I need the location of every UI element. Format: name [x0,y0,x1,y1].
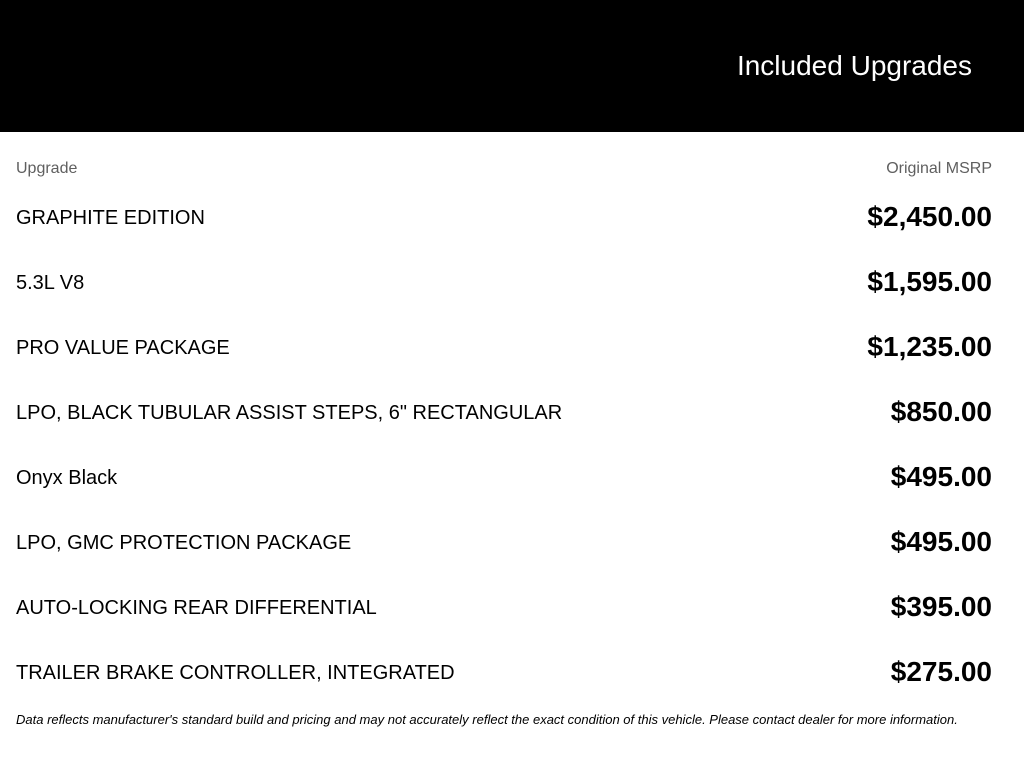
upgrade-name: LPO, BLACK TUBULAR ASSIST STEPS, 6" RECTANGULAR [16,402,563,424]
upgrade-price: $395.00 [890,591,992,622]
upgrade-price: $1,595.00 [867,266,992,297]
upgrade-price: $2,450.00 [867,201,992,232]
header-banner [0,0,1024,132]
upgrade-row [16,192,992,257]
upgrade-name: TRAILER BRAKE CONTROLLER, INTEGRATED [16,662,455,684]
upgrades-list [16,192,992,712]
upgrade-row [16,517,992,582]
disclaimer-text: Data reflects manufacturer's standard build and pricing and may not accurately reflect the exact condition of this vehicle. Please contact dealer for more information. [16,712,958,727]
column-header-msrp: Original MSRP [886,160,992,177]
upgrade-price: $850.00 [890,396,992,427]
upgrade-name: GRAPHITE EDITION [16,207,205,229]
upgrade-name: Onyx Black [16,467,118,489]
upgrade-row [16,452,992,517]
upgrade-row [16,322,992,387]
page-title: Included Upgrades [736,50,972,81]
upgrade-price: $1,235.00 [867,331,992,362]
table-column-headers [16,160,992,180]
column-header-upgrade: Upgrade [16,160,78,177]
upgrade-name: AUTO-LOCKING REAR DIFFERENTIAL [16,597,377,619]
upgrade-name: 5.3L V8 [16,272,85,294]
upgrade-price: $495.00 [890,526,992,557]
upgrade-name: PRO VALUE PACKAGE [16,337,230,359]
upgrade-row [16,257,992,322]
upgrade-row [16,647,992,712]
upgrade-price: $495.00 [890,461,992,492]
upgrade-row [16,582,992,647]
upgrade-price: $275.00 [890,656,992,687]
upgrade-name: LPO, GMC PROTECTION PACKAGE [16,532,352,554]
upgrade-row [16,387,992,452]
